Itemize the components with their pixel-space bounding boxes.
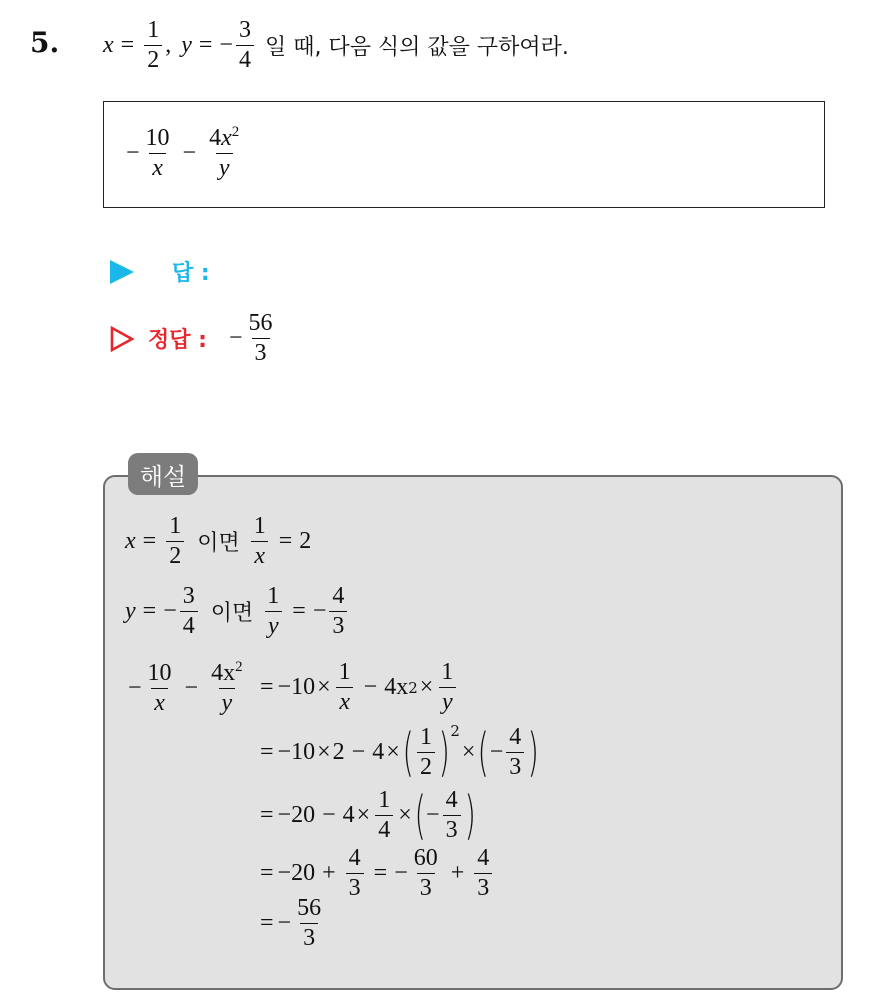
numerator: 4 bbox=[348, 845, 361, 871]
minus-sign: − bbox=[126, 139, 140, 166]
fraction bbox=[251, 513, 269, 570]
numerator: 1 bbox=[338, 659, 351, 685]
fraction bbox=[166, 513, 184, 570]
solution-line-7 bbox=[260, 895, 327, 952]
times-sign: × bbox=[356, 802, 371, 828]
fraction bbox=[336, 659, 354, 716]
denominator: y bbox=[219, 688, 236, 717]
coefficient: 4 bbox=[209, 125, 222, 151]
equals-sign: = bbox=[198, 32, 213, 58]
question-number: 5. bbox=[30, 26, 60, 59]
equals-sign: = bbox=[292, 598, 306, 624]
term: −20 bbox=[277, 860, 316, 886]
term: −10 bbox=[277, 674, 316, 700]
numerator: 56 bbox=[297, 895, 322, 921]
solution-line-3-rhs bbox=[260, 659, 459, 716]
expression-box bbox=[103, 101, 825, 208]
question-statement bbox=[103, 17, 569, 74]
denominator: 3 bbox=[300, 923, 318, 952]
denominator: 2 bbox=[166, 541, 184, 570]
exponent: 2 bbox=[235, 659, 243, 675]
denominator: 4 bbox=[375, 815, 393, 844]
solution-line-4 bbox=[260, 724, 540, 781]
equals-sign: = bbox=[260, 910, 274, 936]
solution-line-3 bbox=[128, 659, 249, 717]
answer-line bbox=[110, 256, 210, 287]
exponent: 2 bbox=[408, 678, 418, 697]
numerator: 10 bbox=[145, 124, 170, 151]
equals-sign: = bbox=[142, 528, 157, 554]
denominator: 3 bbox=[329, 611, 347, 640]
denominator: 3 bbox=[443, 815, 461, 844]
term: −20 bbox=[277, 802, 316, 828]
fraction bbox=[180, 583, 198, 640]
exponent: 2 bbox=[231, 124, 240, 140]
correct-answer-value bbox=[246, 310, 276, 367]
left-paren: ( bbox=[402, 722, 414, 783]
correct-answer-label: 정답 : bbox=[148, 328, 207, 353]
var-y: y bbox=[125, 598, 136, 624]
if-word: 이면 bbox=[197, 531, 240, 556]
fraction bbox=[329, 583, 347, 640]
denominator: 2 bbox=[417, 752, 435, 781]
comma: , bbox=[165, 32, 172, 58]
fraction bbox=[264, 583, 282, 640]
variable: x bbox=[221, 125, 232, 151]
minus-sign: − bbox=[219, 32, 233, 58]
var-x: x bbox=[125, 528, 136, 554]
fraction bbox=[506, 724, 524, 781]
equals-sign: = bbox=[260, 860, 274, 886]
fraction-10-over-x bbox=[143, 125, 173, 182]
numerator: 1 bbox=[420, 724, 433, 750]
right-paren: ) bbox=[464, 785, 476, 846]
y-value-fraction bbox=[236, 17, 254, 74]
equals-sign: = bbox=[260, 739, 274, 765]
numerator: 4 bbox=[445, 787, 458, 813]
term: 4x bbox=[384, 674, 409, 700]
term: 2 bbox=[332, 739, 345, 765]
numerator: 1 bbox=[267, 583, 280, 609]
equals-sign: = bbox=[120, 32, 135, 58]
result: 2 bbox=[299, 528, 312, 554]
numerator: 1 bbox=[169, 513, 182, 539]
plus-sign: + bbox=[322, 860, 336, 886]
fraction bbox=[346, 845, 364, 902]
fraction bbox=[443, 787, 461, 844]
denominator: 3 bbox=[474, 873, 492, 902]
denominator: x bbox=[251, 541, 268, 570]
play-triangle-icon bbox=[110, 260, 134, 284]
expression bbox=[126, 124, 245, 182]
solution-tab: 해설 bbox=[128, 453, 198, 495]
numerator: 1 bbox=[378, 787, 391, 813]
times-sign: × bbox=[398, 802, 412, 828]
numerator: 1 bbox=[253, 513, 266, 539]
fraction bbox=[411, 845, 441, 902]
minus-sign: − bbox=[277, 910, 292, 936]
equals-sign: = bbox=[260, 674, 274, 700]
numerator: 4 bbox=[477, 845, 490, 871]
denominator: y bbox=[439, 687, 456, 716]
times-sign: × bbox=[419, 674, 434, 700]
fraction bbox=[474, 845, 492, 902]
right-paren: ) bbox=[438, 722, 450, 783]
numerator: 4 bbox=[509, 724, 522, 750]
fraction bbox=[208, 659, 246, 717]
denominator: 3 bbox=[346, 873, 364, 902]
times-sign: × bbox=[461, 739, 476, 765]
minus-sign: − bbox=[184, 674, 199, 701]
minus-sign: − bbox=[312, 598, 327, 624]
fraction bbox=[438, 659, 456, 716]
numerator: 60 bbox=[413, 845, 438, 871]
denominator: x bbox=[151, 688, 168, 717]
equals-sign: = bbox=[142, 598, 157, 624]
solution-line-1 bbox=[125, 513, 311, 570]
term: −10 bbox=[277, 739, 316, 765]
times-sign: × bbox=[386, 739, 400, 765]
final-answer-fraction bbox=[294, 895, 324, 952]
minus-sign: − bbox=[182, 139, 197, 166]
denominator: 4 bbox=[180, 611, 198, 640]
times-sign: × bbox=[317, 674, 331, 700]
denominator: 3 bbox=[252, 338, 270, 367]
numerator: 10 bbox=[147, 659, 172, 686]
numerator: 1 bbox=[441, 659, 454, 685]
term: 4 bbox=[372, 739, 385, 765]
minus-sign: − bbox=[394, 860, 408, 886]
left-paren: ( bbox=[414, 785, 426, 846]
fraction bbox=[145, 660, 175, 717]
numerator: 56 bbox=[248, 310, 273, 336]
term: 4 bbox=[342, 802, 355, 828]
denominator: 2 bbox=[144, 45, 162, 74]
numerator-term: 4x bbox=[211, 660, 236, 686]
solution-line-5 bbox=[260, 787, 476, 844]
left-paren: ( bbox=[477, 722, 490, 783]
equals-sign: = bbox=[278, 528, 293, 554]
minus-sign: − bbox=[128, 674, 142, 701]
denominator: x bbox=[336, 687, 353, 716]
solution-line-6 bbox=[260, 845, 495, 902]
outline-triangle-icon bbox=[110, 326, 134, 352]
equals-sign: = bbox=[260, 802, 274, 828]
fraction bbox=[417, 724, 435, 781]
var-y: y bbox=[181, 32, 192, 58]
denominator: x bbox=[149, 153, 166, 182]
minus-sign: − bbox=[322, 802, 336, 828]
minus-sign: − bbox=[163, 598, 177, 624]
numerator: 1 bbox=[147, 17, 160, 43]
denominator: 3 bbox=[506, 752, 524, 781]
denominator: 4 bbox=[236, 45, 254, 74]
denominator: y bbox=[265, 611, 282, 640]
x-value-fraction bbox=[144, 17, 162, 74]
answer-label: 답 : bbox=[172, 261, 210, 286]
fraction-4x2-over-y bbox=[206, 124, 242, 182]
times-sign: × bbox=[317, 739, 331, 765]
question-prompt: 일 때, 다음 식의 값을 구하여라. bbox=[264, 35, 569, 60]
minus-sign: − bbox=[228, 325, 243, 351]
plus-sign: + bbox=[450, 860, 465, 886]
minus-sign: − bbox=[489, 739, 504, 765]
exponent: 2 bbox=[450, 722, 460, 740]
numerator: 3 bbox=[182, 583, 195, 609]
right-paren: ) bbox=[527, 722, 539, 783]
minus-sign: − bbox=[363, 674, 378, 700]
fraction bbox=[375, 787, 393, 844]
if-word: 이면 bbox=[210, 601, 254, 626]
numerator: 4 bbox=[332, 583, 345, 609]
denominator: 3 bbox=[417, 873, 435, 902]
solution-line-2 bbox=[125, 583, 350, 640]
denominator: y bbox=[216, 153, 233, 182]
correct-answer-line bbox=[110, 310, 279, 367]
var-x: x bbox=[103, 32, 114, 58]
equals-sign: = bbox=[373, 860, 388, 886]
numerator: 3 bbox=[238, 17, 251, 43]
minus-sign: − bbox=[426, 802, 440, 828]
minus-sign: − bbox=[351, 739, 366, 765]
